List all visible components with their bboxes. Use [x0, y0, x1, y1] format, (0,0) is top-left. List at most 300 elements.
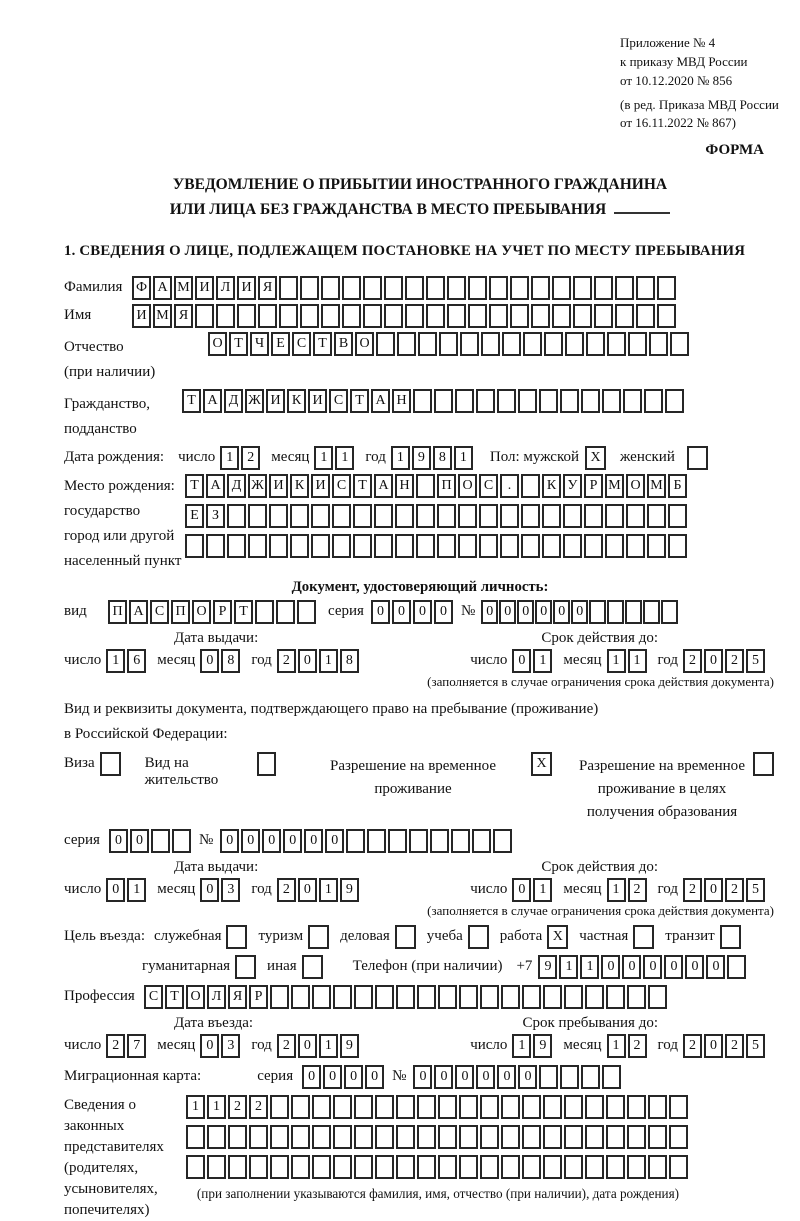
cell[interactable] [332, 534, 351, 558]
cell[interactable]: 5 [746, 1034, 765, 1058]
cell[interactable] [606, 1155, 625, 1179]
cell[interactable]: 8 [433, 446, 452, 470]
stay-year-cells[interactable] [683, 1034, 767, 1058]
birth-place-cells-row1[interactable] [185, 474, 689, 498]
cell[interactable]: 0 [262, 829, 281, 853]
arrival-year-cells[interactable] [277, 1034, 361, 1058]
cell[interactable] [607, 332, 626, 356]
cell[interactable] [602, 1065, 621, 1089]
cell[interactable] [249, 1155, 268, 1179]
cell[interactable]: 0 [517, 600, 534, 624]
cell[interactable] [409, 829, 428, 853]
cell[interactable]: 0 [481, 600, 498, 624]
cell[interactable]: 0 [512, 878, 531, 902]
cell[interactable] [636, 304, 655, 328]
cell[interactable] [585, 1095, 604, 1119]
purpose-tourism-checkbox[interactable] [308, 925, 329, 949]
cell[interactable] [615, 304, 634, 328]
cell[interactable] [249, 1125, 268, 1149]
cell[interactable]: 0 [344, 1065, 363, 1089]
cell[interactable] [606, 1095, 625, 1119]
cell[interactable] [458, 504, 477, 528]
cell[interactable] [521, 534, 540, 558]
cell[interactable]: 0 [413, 1065, 432, 1089]
purpose-other-checkbox[interactable] [302, 955, 323, 979]
cell[interactable] [522, 1095, 541, 1119]
cell[interactable]: М [605, 474, 624, 498]
cell[interactable] [255, 600, 274, 624]
cell[interactable]: 0 [664, 955, 683, 979]
given-name-cells[interactable] [132, 304, 678, 328]
cell[interactable]: 1 [186, 1095, 205, 1119]
cell[interactable] [333, 1125, 352, 1149]
cell[interactable] [269, 534, 288, 558]
representatives-cells-row3[interactable] [186, 1155, 690, 1179]
stay-day-cells[interactable] [512, 1034, 554, 1058]
cell[interactable] [248, 534, 267, 558]
residence-series-cells[interactable] [109, 829, 193, 853]
cell[interactable] [607, 600, 624, 624]
cell[interactable]: 0 [365, 1065, 384, 1089]
cell[interactable] [279, 304, 298, 328]
residence-issue-year-cells[interactable] [277, 878, 361, 902]
cell[interactable] [312, 1095, 331, 1119]
cell[interactable] [417, 1125, 436, 1149]
cell[interactable]: О [458, 474, 477, 498]
cell[interactable] [647, 534, 666, 558]
citizenship-cells[interactable] [182, 389, 686, 413]
cell[interactable]: 1 [628, 649, 647, 673]
cell[interactable] [354, 1155, 373, 1179]
cell[interactable] [594, 304, 613, 328]
cell[interactable]: 1 [607, 649, 626, 673]
cell[interactable] [543, 1095, 562, 1119]
cell[interactable] [648, 1095, 667, 1119]
cell[interactable] [468, 276, 487, 300]
cell[interactable] [472, 829, 491, 853]
cell[interactable] [417, 985, 436, 1009]
cell[interactable] [594, 276, 613, 300]
cell[interactable] [151, 829, 170, 853]
cell[interactable]: 2 [683, 878, 702, 902]
cell[interactable] [543, 1125, 562, 1149]
cell[interactable]: 0 [130, 829, 149, 853]
cell[interactable] [416, 504, 435, 528]
residence-issue-day-cells[interactable] [106, 878, 148, 902]
identity-kind-cells[interactable] [108, 600, 318, 624]
cell[interactable] [186, 1125, 205, 1149]
cell[interactable]: М [153, 304, 172, 328]
cell[interactable]: 1 [127, 878, 146, 902]
cell[interactable] [564, 985, 583, 1009]
cell[interactable]: Л [216, 276, 235, 300]
purpose-humanitarian-checkbox[interactable] [235, 955, 256, 979]
cell[interactable] [354, 1125, 373, 1149]
temporary-residence-checkbox[interactable]: X [531, 752, 552, 776]
cell[interactable]: А [206, 474, 225, 498]
cell[interactable]: 9 [340, 1034, 359, 1058]
cell[interactable] [353, 504, 372, 528]
cell[interactable] [395, 504, 414, 528]
cell[interactable] [291, 1155, 310, 1179]
purpose-transit-checkbox[interactable] [720, 925, 741, 949]
cell[interactable]: И [266, 389, 285, 413]
cell[interactable] [606, 1125, 625, 1149]
cell[interactable]: 0 [371, 600, 390, 624]
cell[interactable]: П [108, 600, 127, 624]
cell[interactable]: И [269, 474, 288, 498]
cell[interactable]: 1 [220, 446, 239, 470]
cell[interactable]: 0 [304, 829, 323, 853]
profession-cells[interactable] [144, 985, 669, 1009]
cell[interactable]: 2 [725, 1034, 744, 1058]
cell[interactable]: С [292, 332, 311, 356]
cell[interactable]: 0 [704, 1034, 723, 1058]
cell[interactable]: 0 [622, 955, 641, 979]
cell[interactable]: 0 [392, 600, 411, 624]
cell[interactable] [479, 504, 498, 528]
cell[interactable] [493, 829, 512, 853]
phone-cells[interactable] [538, 955, 748, 979]
cell[interactable] [521, 504, 540, 528]
cell[interactable] [426, 276, 445, 300]
cell[interactable] [374, 534, 393, 558]
cell[interactable]: 7 [127, 1034, 146, 1058]
cell[interactable] [644, 389, 663, 413]
cell[interactable] [396, 1095, 415, 1119]
cell[interactable]: 0 [302, 1065, 321, 1089]
cell[interactable]: Я [228, 985, 247, 1009]
cell[interactable]: Ж [248, 474, 267, 498]
cell[interactable]: 0 [106, 878, 125, 902]
cell[interactable] [501, 1125, 520, 1149]
birth-place-cells-row2[interactable] [185, 504, 689, 528]
cell[interactable] [438, 985, 457, 1009]
cell[interactable]: 2 [277, 878, 296, 902]
cell[interactable]: 0 [704, 649, 723, 673]
cell[interactable]: 9 [533, 1034, 552, 1058]
cell[interactable] [279, 276, 298, 300]
cell[interactable] [480, 1095, 499, 1119]
visa-checkbox[interactable] [100, 752, 121, 776]
cell[interactable]: А [203, 389, 222, 413]
cell[interactable]: Р [249, 985, 268, 1009]
cell[interactable] [321, 276, 340, 300]
cell[interactable]: П [171, 600, 190, 624]
cell[interactable] [388, 829, 407, 853]
cell[interactable] [363, 304, 382, 328]
cell[interactable] [332, 504, 351, 528]
cell[interactable]: Я [174, 304, 193, 328]
cell[interactable] [291, 1095, 310, 1119]
cell[interactable] [426, 304, 445, 328]
cell[interactable]: 0 [200, 1034, 219, 1058]
cell[interactable]: А [153, 276, 172, 300]
cell[interactable]: М [647, 474, 666, 498]
cell[interactable] [481, 332, 500, 356]
cell[interactable] [375, 1125, 394, 1149]
cell[interactable] [500, 534, 519, 558]
cell[interactable] [615, 276, 634, 300]
cell[interactable] [497, 389, 516, 413]
cell[interactable]: 0 [512, 649, 531, 673]
cell[interactable] [207, 1125, 226, 1149]
patronymic-cells[interactable] [208, 332, 691, 356]
cell[interactable]: П [437, 474, 456, 498]
cell[interactable] [510, 304, 529, 328]
cell[interactable] [480, 1155, 499, 1179]
cell[interactable]: 2 [241, 446, 260, 470]
cell[interactable] [375, 1095, 394, 1119]
cell[interactable] [430, 829, 449, 853]
cell[interactable] [489, 276, 508, 300]
cell[interactable] [374, 504, 393, 528]
cell[interactable]: Р [584, 474, 603, 498]
cell[interactable] [543, 985, 562, 1009]
cell[interactable]: Е [271, 332, 290, 356]
cell[interactable] [290, 534, 309, 558]
cell[interactable] [552, 276, 571, 300]
purpose-business-checkbox[interactable] [395, 925, 416, 949]
cell[interactable]: 0 [220, 829, 239, 853]
cell[interactable]: 1 [607, 878, 626, 902]
cell[interactable] [354, 1095, 373, 1119]
cell[interactable]: 0 [283, 829, 302, 853]
cell[interactable] [501, 985, 520, 1009]
cell[interactable]: Н [395, 474, 414, 498]
cell[interactable] [396, 985, 415, 1009]
cell[interactable]: Л [207, 985, 226, 1009]
cell[interactable]: 0 [643, 955, 662, 979]
cell[interactable] [216, 304, 235, 328]
cell[interactable] [438, 1095, 457, 1119]
cell[interactable] [649, 332, 668, 356]
cell[interactable]: Т [350, 389, 369, 413]
birth-place-cells-row3[interactable] [185, 534, 689, 558]
cell[interactable]: 0 [413, 600, 432, 624]
cell[interactable] [589, 600, 606, 624]
cell[interactable] [668, 504, 687, 528]
migration-number-cells[interactable] [413, 1065, 623, 1089]
cell[interactable]: 2 [628, 1034, 647, 1058]
cell[interactable] [523, 332, 542, 356]
identity-expiry-day-cells[interactable] [512, 649, 554, 673]
cell[interactable] [564, 1095, 583, 1119]
cell[interactable] [522, 985, 541, 1009]
representatives-cells-row1[interactable] [186, 1095, 690, 1119]
cell[interactable] [625, 600, 642, 624]
identity-issue-year-cells[interactable] [277, 649, 361, 673]
cell[interactable] [207, 1155, 226, 1179]
cell[interactable] [418, 332, 437, 356]
cell[interactable] [560, 389, 579, 413]
cell[interactable] [248, 504, 267, 528]
cell[interactable]: 1 [580, 955, 599, 979]
cell[interactable] [563, 534, 582, 558]
cell[interactable]: 3 [221, 1034, 240, 1058]
cell[interactable]: 0 [518, 1065, 537, 1089]
cell[interactable] [542, 504, 561, 528]
cell[interactable] [502, 332, 521, 356]
cell[interactable]: 1 [533, 878, 552, 902]
cell[interactable]: А [371, 389, 390, 413]
birth-year-cells[interactable] [391, 446, 475, 470]
cell[interactable] [311, 534, 330, 558]
cell[interactable]: 0 [298, 1034, 317, 1058]
purpose-study-checkbox[interactable] [468, 925, 489, 949]
residence-issue-month-cells[interactable] [200, 878, 242, 902]
cell[interactable]: С [329, 389, 348, 413]
cell[interactable]: 0 [455, 1065, 474, 1089]
cell[interactable]: 1 [533, 649, 552, 673]
cell[interactable] [276, 600, 295, 624]
residence-expiry-month-cells[interactable] [607, 878, 649, 902]
cell[interactable]: Ч [250, 332, 269, 356]
cell[interactable] [585, 1125, 604, 1149]
cell[interactable]: Е [185, 504, 204, 528]
cell[interactable] [300, 304, 319, 328]
cell[interactable]: Р [213, 600, 232, 624]
residence-number-cells[interactable] [220, 829, 514, 853]
cell[interactable] [447, 276, 466, 300]
cell[interactable] [437, 534, 456, 558]
cell[interactable]: 0 [109, 829, 128, 853]
cell[interactable] [670, 332, 689, 356]
cell[interactable] [376, 332, 395, 356]
cell[interactable] [416, 534, 435, 558]
cell[interactable] [395, 534, 414, 558]
cell[interactable] [397, 332, 416, 356]
cell[interactable]: Т [229, 332, 248, 356]
cell[interactable]: Т [185, 474, 204, 498]
cell[interactable]: 5 [746, 649, 765, 673]
cell[interactable]: С [150, 600, 169, 624]
cell[interactable]: 1 [207, 1095, 226, 1119]
cell[interactable] [521, 474, 540, 498]
identity-expiry-year-cells[interactable] [683, 649, 767, 673]
cell[interactable]: 5 [746, 878, 765, 902]
cell[interactable]: 1 [314, 446, 333, 470]
cell[interactable] [669, 1095, 688, 1119]
cell[interactable] [668, 534, 687, 558]
cell[interactable] [270, 1125, 289, 1149]
cell[interactable] [648, 1125, 667, 1149]
cell[interactable]: В [334, 332, 353, 356]
residence-expiry-year-cells[interactable] [683, 878, 767, 902]
cell[interactable] [522, 1155, 541, 1179]
cell[interactable]: 8 [340, 649, 359, 673]
cell[interactable] [647, 504, 666, 528]
cell[interactable]: Т [313, 332, 332, 356]
cell[interactable]: 1 [319, 649, 338, 673]
cell[interactable] [602, 389, 621, 413]
cell[interactable]: К [290, 474, 309, 498]
cell[interactable] [531, 276, 550, 300]
cell[interactable] [669, 1155, 688, 1179]
cell[interactable]: 9 [412, 446, 431, 470]
cell[interactable]: 2 [277, 649, 296, 673]
cell[interactable] [228, 1155, 247, 1179]
cell[interactable]: 0 [241, 829, 260, 853]
cell[interactable] [384, 276, 403, 300]
cell[interactable] [312, 1125, 331, 1149]
cell[interactable] [291, 985, 310, 1009]
cell[interactable] [438, 1125, 457, 1149]
cell[interactable]: 0 [685, 955, 704, 979]
cell[interactable]: Ж [245, 389, 264, 413]
cell[interactable] [727, 955, 746, 979]
cell[interactable]: У [563, 474, 582, 498]
cell[interactable] [627, 1155, 646, 1179]
cell[interactable]: 2 [683, 649, 702, 673]
cell[interactable]: А [129, 600, 148, 624]
cell[interactable] [228, 1125, 247, 1149]
cell[interactable] [560, 1065, 579, 1089]
cell[interactable]: 1 [454, 446, 473, 470]
cell[interactable] [500, 504, 519, 528]
cell[interactable] [501, 1095, 520, 1119]
cell[interactable] [459, 1095, 478, 1119]
cell[interactable] [459, 1125, 478, 1149]
cell[interactable] [544, 332, 563, 356]
cell[interactable]: 0 [476, 1065, 495, 1089]
cell[interactable]: Д [227, 474, 246, 498]
cell[interactable]: 1 [607, 1034, 626, 1058]
cell[interactable] [522, 1125, 541, 1149]
cell[interactable] [353, 534, 372, 558]
arrival-month-cells[interactable] [200, 1034, 242, 1058]
cell[interactable] [375, 985, 394, 1009]
cell[interactable]: 1 [319, 1034, 338, 1058]
cell[interactable] [648, 1155, 667, 1179]
cell[interactable] [439, 332, 458, 356]
cell[interactable] [413, 389, 432, 413]
cell[interactable] [542, 534, 561, 558]
cell[interactable] [539, 1065, 558, 1089]
cell[interactable] [455, 389, 474, 413]
cell[interactable] [665, 389, 684, 413]
cell[interactable] [531, 304, 550, 328]
cell[interactable]: 2 [277, 1034, 296, 1058]
cell[interactable]: 1 [512, 1034, 531, 1058]
cell[interactable] [581, 389, 600, 413]
cell[interactable] [206, 534, 225, 558]
cell[interactable] [657, 276, 676, 300]
cell[interactable]: 1 [559, 955, 578, 979]
cell[interactable]: А [374, 474, 393, 498]
cell[interactable] [396, 1125, 415, 1149]
cell[interactable]: С [332, 474, 351, 498]
cell[interactable]: 0 [200, 878, 219, 902]
cell[interactable]: 0 [601, 955, 620, 979]
cell[interactable] [661, 600, 678, 624]
cell[interactable] [586, 332, 605, 356]
cell[interactable] [564, 1155, 583, 1179]
cell[interactable] [584, 504, 603, 528]
cell[interactable]: С [479, 474, 498, 498]
cell[interactable] [627, 985, 646, 1009]
cell[interactable]: 0 [706, 955, 725, 979]
cell[interactable] [573, 276, 592, 300]
cell[interactable] [384, 304, 403, 328]
cell[interactable]: 0 [535, 600, 552, 624]
birth-day-cells[interactable] [220, 446, 262, 470]
purpose-work-checkbox[interactable]: X [547, 925, 568, 949]
cell[interactable]: 2 [228, 1095, 247, 1119]
cell[interactable]: . [500, 474, 519, 498]
cell[interactable] [573, 304, 592, 328]
cell[interactable] [627, 1125, 646, 1149]
